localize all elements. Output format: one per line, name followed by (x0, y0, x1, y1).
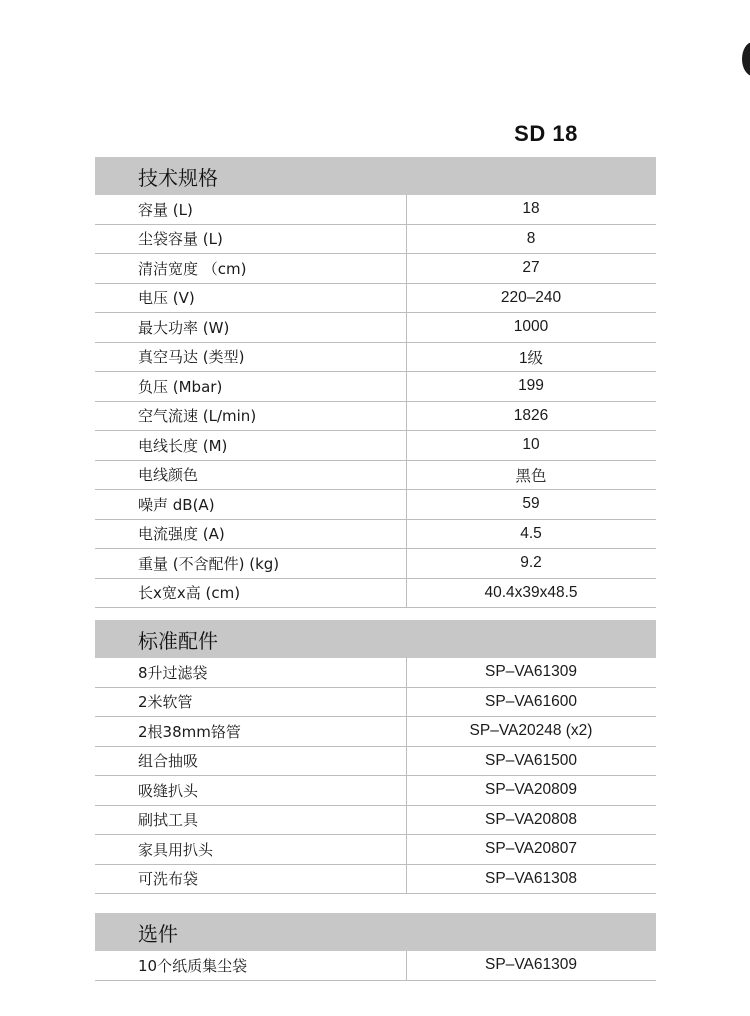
specs-section (95, 157, 656, 608)
row-value: SP–VA61309 (485, 956, 577, 974)
row-label: 长x宽x高 (cm) (138, 584, 241, 603)
table-row (95, 254, 656, 284)
table-row (95, 579, 656, 609)
row-label: 吸缝扒头 (138, 781, 199, 800)
table-row (95, 402, 656, 432)
row-value: 220–240 (500, 288, 562, 306)
row-value: 4.5 (520, 524, 542, 542)
row-value: 1级 (518, 349, 544, 367)
row-value: SP–VA61309 (485, 663, 577, 681)
row-label: 8升过滤袋 (138, 663, 208, 682)
table-row (95, 806, 656, 836)
section-header: 标准配件 (95, 620, 656, 658)
row-value: 27 (522, 259, 540, 277)
row-label: 尘袋容量 (L) (138, 230, 223, 249)
row-value: 199 (518, 377, 544, 395)
table-row (95, 313, 656, 343)
model-title: SD 18 (514, 121, 578, 146)
accessories-section (95, 620, 656, 894)
table-row (95, 343, 656, 373)
options-section (95, 913, 656, 981)
row-value: SP–VA20807 (485, 840, 577, 858)
row-value: 1000 (513, 318, 549, 336)
accessories-rows (95, 658, 656, 894)
row-label: 家具用扒头 (138, 840, 214, 859)
table-row (95, 658, 656, 688)
table-row (95, 520, 656, 550)
table-row (95, 284, 656, 314)
row-label: 最大功率 (W) (138, 318, 230, 337)
row-label: 电流强度 (A) (138, 525, 225, 544)
table-row (95, 688, 656, 718)
row-value: 18 (522, 200, 540, 218)
row-label: 噪声 dB(A) (138, 495, 215, 514)
row-label: 电压 (V) (138, 289, 195, 308)
table-row (95, 490, 656, 520)
table-row (95, 835, 656, 865)
row-label: 真空马达 (类型) (138, 348, 245, 367)
table-row (95, 717, 656, 747)
row-value: 40.4x39x48.5 (484, 583, 578, 601)
row-label: 2根38mm铬管 (138, 722, 241, 741)
specs-rows (95, 195, 656, 608)
row-label: 容量 (L) (138, 200, 193, 219)
row-label: 组合抽吸 (138, 752, 199, 771)
table-row (95, 195, 656, 225)
row-value: 10 (522, 436, 540, 454)
row-label: 10个纸质集尘袋 (138, 956, 248, 975)
row-label: 2米软管 (138, 693, 193, 712)
table-row (95, 372, 656, 402)
options-rows (95, 951, 656, 981)
row-value: 59 (522, 495, 540, 513)
section-header: 技术规格 (95, 157, 656, 195)
table-row (95, 431, 656, 461)
table-row (95, 225, 656, 255)
row-label: 重量 (不含配件) (kg) (138, 554, 280, 573)
row-label: 空气流速 (L/min) (138, 407, 257, 426)
table-row (95, 865, 656, 895)
row-label: 负压 (Mbar) (138, 377, 223, 396)
section-header: 选件 (95, 913, 656, 951)
table-row (95, 549, 656, 579)
row-value: 1826 (513, 406, 549, 424)
table-row (95, 776, 656, 806)
row-value: 8 (526, 229, 536, 247)
row-value: SP–VA20809 (485, 781, 577, 799)
row-label: 可洗布袋 (138, 870, 199, 889)
corner-decoration (742, 42, 750, 76)
row-value: SP–VA20248 (x2) (469, 722, 593, 740)
row-label: 电线颜色 (138, 466, 199, 485)
row-value: 9.2 (520, 554, 542, 572)
table-row (95, 461, 656, 491)
row-value: SP–VA20808 (485, 810, 577, 828)
row-value: SP–VA61600 (485, 692, 577, 710)
row-value: 黑色 (515, 467, 547, 485)
row-label: 清洁宽度 （cm) (138, 259, 247, 278)
row-label: 刷拭工具 (138, 811, 199, 830)
row-value: SP–VA61500 (485, 751, 577, 769)
table-row (95, 951, 656, 981)
row-value: SP–VA61308 (485, 869, 577, 887)
table-row (95, 747, 656, 777)
row-label: 电线长度 (M) (138, 436, 228, 455)
